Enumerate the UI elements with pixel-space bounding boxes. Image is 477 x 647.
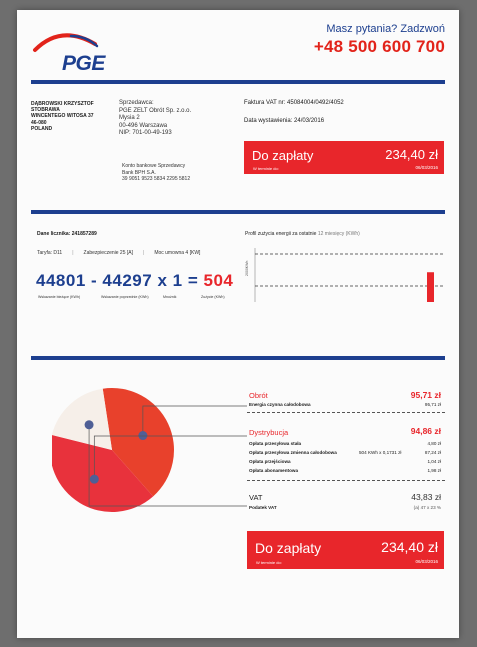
payment-amount: 234,40 zł: [381, 539, 438, 555]
seller-line: NIP: 701-00-49-193: [119, 130, 172, 137]
bank-line: Konto bankowe Sprzedawcy: [122, 163, 186, 169]
breakdown-sub-value: (a) 47 x 23 %: [413, 505, 441, 510]
profile-title-text: Profil zużycia energii za ostatnie: [245, 231, 317, 237]
invoice-number: Faktura VAT nr: 45084004/0492/4052: [244, 100, 344, 106]
payment-due-date: 06/03/2016: [415, 559, 438, 564]
breakdown-sub-value: 1,04 zł: [427, 459, 441, 464]
brand-logo: PGE: [62, 52, 105, 75]
profile-bar: [427, 272, 434, 302]
profile-axis-label: 2000KWh: [245, 260, 249, 276]
section-divider: [31, 356, 445, 360]
payment-due-box-bottom: [247, 531, 444, 569]
customer-line: WINCENTEGO WITOSA 37: [31, 113, 94, 120]
bank-info: [122, 163, 190, 183]
breakdown-value-vat: 43,83 zł: [411, 492, 441, 502]
profile-title: [245, 231, 360, 237]
breakdown-separator: [247, 412, 445, 413]
customer-line: STOBRAWA: [31, 107, 60, 114]
seller-line: PGE ZELT Obrót Sp. z.o.o.: [119, 107, 192, 114]
pie-marker-dot: [138, 431, 147, 440]
breakdown-label-dystrybucja: Dystrybucja: [249, 428, 289, 437]
payment-due-box-top: [244, 141, 444, 174]
bank-line: 39 9051 9523 5834 2295 5812: [122, 176, 191, 183]
tariff-info: Taryfa: D11 | Zabezpieczenie 25 [A] | Moc umowna 4 [KW]: [37, 250, 201, 256]
customer-address: [31, 101, 94, 132]
invoice-sheet: [17, 10, 459, 638]
contact-phone[interactable]: +48 500 600 700: [313, 37, 445, 56]
previous-reading-label: Wskazanie poprzednie (KWh): [101, 295, 149, 299]
customer-line: POLAND: [31, 125, 53, 132]
cost-breakdown-pie: [52, 372, 252, 522]
customer-line: 46-080: [31, 119, 47, 126]
breakdown-sub-value: 4,80 zł: [427, 441, 441, 446]
meter-title: Dane licznika: 241857289: [37, 231, 97, 237]
seller-line: Sprzedawca:: [119, 100, 154, 106]
pge-logo-arc-icon: [31, 30, 101, 54]
customer-line: DĄBROWSKI KRZYSZTOF: [31, 101, 94, 107]
multiplier: 1: [172, 271, 183, 290]
breakdown-separator: [247, 480, 445, 481]
breakdown-sub-label: Opłata przejściowa: [249, 459, 291, 464]
breakdown-sub-label: Energia czynna całodobowa: [249, 402, 311, 407]
payment-title: Do zapłaty: [252, 148, 314, 163]
breakdown-sub-value: 1,98 zł: [427, 468, 441, 473]
previous-reading: 44297: [102, 271, 153, 290]
tariff: Taryfa: D11: [37, 250, 63, 256]
breakdown-value-dystrybucja: 94,86 zł: [410, 426, 441, 436]
profile-period: 12 miesięcy (KWh): [317, 231, 360, 237]
pie-marker-dot: [90, 475, 99, 484]
op-equals: =: [187, 271, 199, 290]
breakdown-sub-label: Podatek VAT: [249, 505, 277, 510]
consumption-result: 504: [203, 271, 234, 290]
section-divider: [31, 210, 445, 214]
header-divider: [31, 80, 445, 84]
seller-line: 00-496 Warszawa: [119, 122, 168, 129]
breakdown-sub-value: 95,71 zł: [424, 402, 441, 407]
breakdown-sub-label: Opłata przesyłowa stała: [249, 441, 302, 446]
pie-svg: [52, 372, 252, 522]
payment-title: Do zapłaty: [255, 540, 322, 556]
consumption-equation: [36, 271, 233, 291]
multiplier-label: Mnożnik: [163, 295, 177, 299]
payment-due-label: W terminie do:: [253, 166, 279, 171]
breakdown-label-obrot: Obrót: [249, 391, 268, 400]
invoice-date: Data wystawienia: 24/03/2016: [244, 118, 325, 124]
pie-marker-dot: [85, 420, 94, 429]
current-reading: 44801: [36, 271, 86, 290]
op-minus: -: [91, 271, 98, 290]
breakdown-sub-label: Opłata abonamentowa: [249, 468, 299, 473]
breakdown-sub-value: 87,24 zł: [424, 450, 441, 455]
breakdown-sub-qty: 504 KWh x 0,1731 zł: [359, 450, 402, 455]
payment-amount: 234,40 zł: [385, 147, 438, 162]
breakdown-sub-label: Opłata przesyłowa zmienna całodobowa: [249, 450, 337, 455]
result-label: Zużycie (KWh): [201, 295, 225, 299]
usage-profile-chart: [247, 246, 447, 306]
contract-power: Moc umowna 4 [KW]: [154, 250, 201, 256]
fuse: Zabezpieczenie 25 [A]: [83, 250, 133, 256]
payment-due-label: W terminie do:: [256, 560, 282, 565]
seller-line: Mysia 2: [119, 115, 140, 122]
current-reading-label: Wskazanie bieżące (KWh): [38, 295, 81, 299]
op-times: x: [157, 271, 168, 290]
payment-due-date: 06/03/2016: [415, 165, 438, 170]
breakdown-value-obrot: 95,71 zł: [410, 390, 441, 400]
seller-info: [119, 100, 191, 138]
usage-profile-svg: [247, 246, 447, 306]
bank-line: Bank BPH S.A.: [122, 169, 156, 176]
breakdown-label-vat: VAT: [249, 493, 263, 502]
contact-question: Masz pytania? Zadzwoń: [326, 23, 445, 35]
